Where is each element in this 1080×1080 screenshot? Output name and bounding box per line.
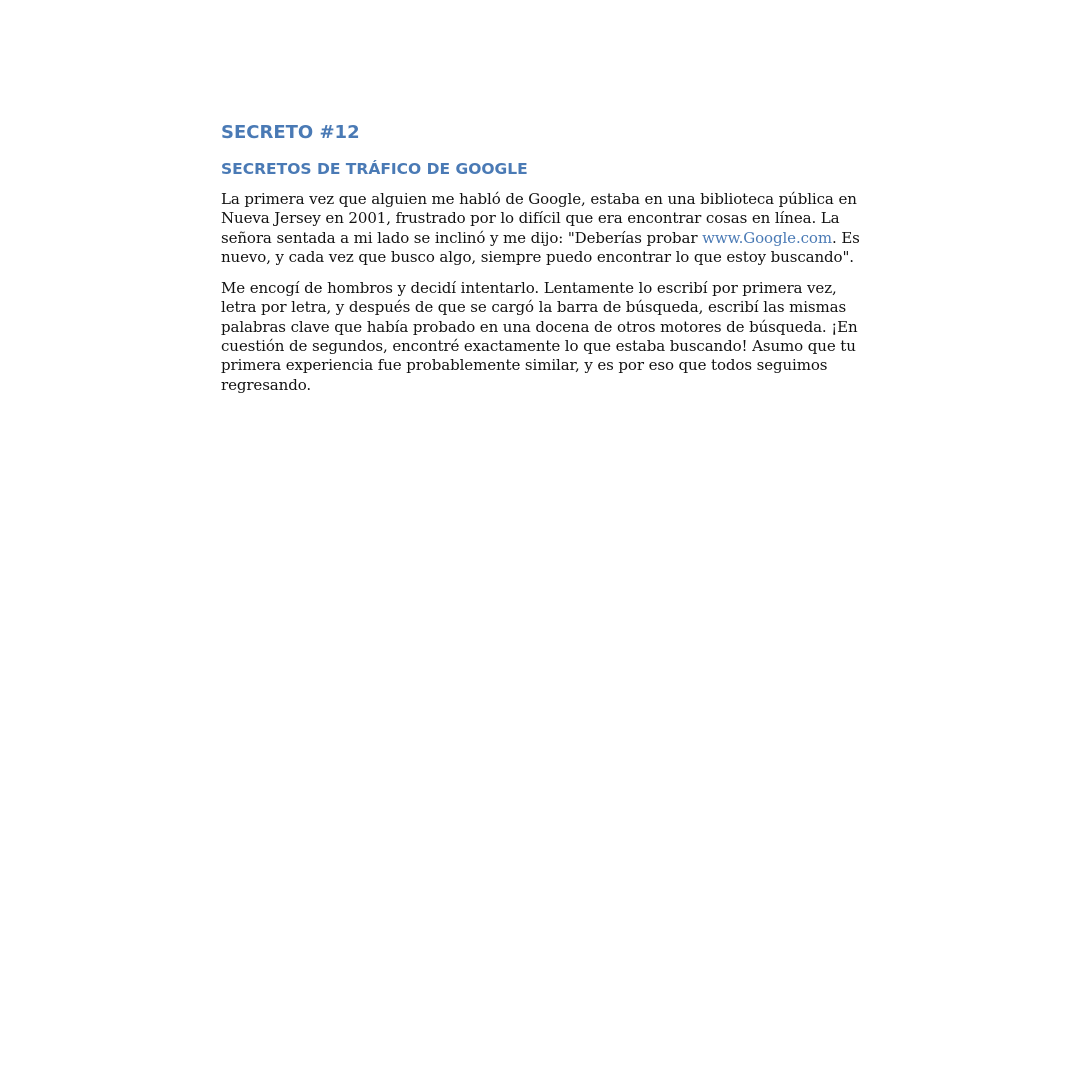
paragraph-1 [221,190,863,267]
secret-title: SECRETO #12 [221,122,360,143]
paragraph-1-text-start: La primera vez que alguien me habló de Google, estaba en una biblioteca pública en Nueva Jersey en 2001, frustrado por lo difícil que era encontrar cosas en línea. La señora sentada a mi lado se inclinó y me dijo: "Deberías probar [221,190,857,247]
section-title: SECRETOS DE TRÁFICO DE GOOGLE [221,160,528,178]
paragraph-1-text-end: . Es nuevo, y cada vez que busco algo, siempre puedo encontrar lo que estoy buscando". [221,228,860,266]
google-link[interactable]: www.Google.com [702,228,832,247]
paragraph-2: Me encogí de hombros y decidí intentarlo. Lentamente lo escribí por primera vez, letra por letra, y después de que se cargó la barra de búsqueda, escribí las mismas palabras clave que había probado en una docena de otros motores de búsqueda. ¡En cuestión de segundos, encontré exactamente lo que estaba buscando! Asumo que tu primera experiencia fue probablemente similar, y es por eso que todos seguimos regresando. [221,279,858,394]
document-content [221,119,863,407]
